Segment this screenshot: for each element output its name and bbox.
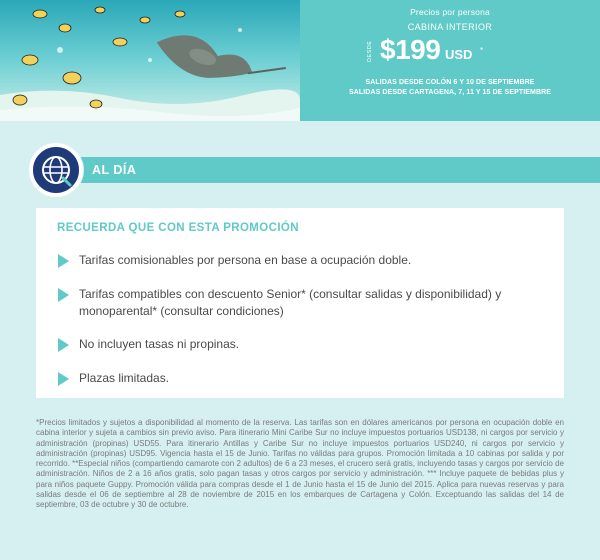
currency-label: USD [445, 47, 473, 62]
globe-emblem-icon [29, 143, 83, 197]
cabin-type: CABINA INTERIOR [407, 22, 493, 32]
section-header-bar [60, 157, 600, 183]
promotion-card [36, 208, 564, 398]
bullet-text: Tarifas compatibles con descuento Senior* (consultar salidas y disponibilidad) y monoparental* (consultar condiciones) [79, 287, 502, 318]
price-row [300, 34, 600, 68]
stingray-photo [0, 0, 300, 121]
card-heading: RECUERDA QUE CON ESTA PROMOCIÓN [57, 222, 299, 234]
section-title: AL DÍA [92, 163, 137, 177]
price-value: $199 [380, 34, 441, 65]
price-panel [300, 0, 600, 121]
legal-disclaimer: *Precios limitados y sujetos a disponibilidad al momento de la reserva. Las tarifas son en dólares americanos por persona en ocupación doble en cabina interior y sujeta a cambios sin previo aviso. Para itinerario Mini Caribe Sur no incluye impuestos portuarios USD138, ni cargos por servicio y administración (propinas) USD55. Para itinerario Antillas y Caribe Sur no incluye impuestos portuarios USD240, ni cargos por servicio y administración (propinas) USD95. Vigencia hasta el 15 de Junio. Tarifas no válidas para grupos. Promoción limitada a 10 cabinas por salida y por recorrido. **Especial niños (compartiendo camarote con 2 adultos) de 6 a 23 meses, el crucero será gratis, incluyendo tasas y cargos por servicio de administración. Niños de 2 a 16 años gratis, solo pagan tasas y otros cargos por servicio y administración. *** Incluye paquete de bebidas plus y para niños paquete Guppy. Promoción válida para compras desde el 1 de Junio hasta el 15 de Junio del 2015. Aplica para nuevas reservas y para salidas desde el 06 de septiembre al 28 de noviembre de 2015 en los embarques de Cartagena y Colón. Exceptuando las salidas del 14 de septiembre, 03 de octubre y 30 de octubre. [36, 418, 564, 510]
promo-banner[interactable] [0, 0, 600, 121]
bullet-text: No incluyen tasas ni propinas. [79, 337, 240, 351]
price-per-person-label: Precios por persona [410, 7, 490, 17]
from-label: DESDE [367, 40, 373, 62]
departures-colon: SALIDAS DESDE COLÓN 6 Y 10 DE SEPTIEMBRE [365, 79, 535, 86]
triangle-bullet-icon [58, 372, 69, 386]
triangle-bullet-icon [58, 288, 69, 302]
bullet-text: Tarifas comisionables por persona en base a ocupación doble. [79, 253, 412, 267]
price-asterisk: * [480, 46, 484, 55]
triangle-bullet-icon [58, 338, 69, 352]
departures-cartagena: SALIDAS DESDE CARTAGENA, 7, 11 Y 15 DE SEPTIEMBRE [348, 89, 552, 96]
triangle-bullet-icon [58, 254, 69, 268]
bullet-text: Plazas limitadas. [79, 371, 170, 385]
